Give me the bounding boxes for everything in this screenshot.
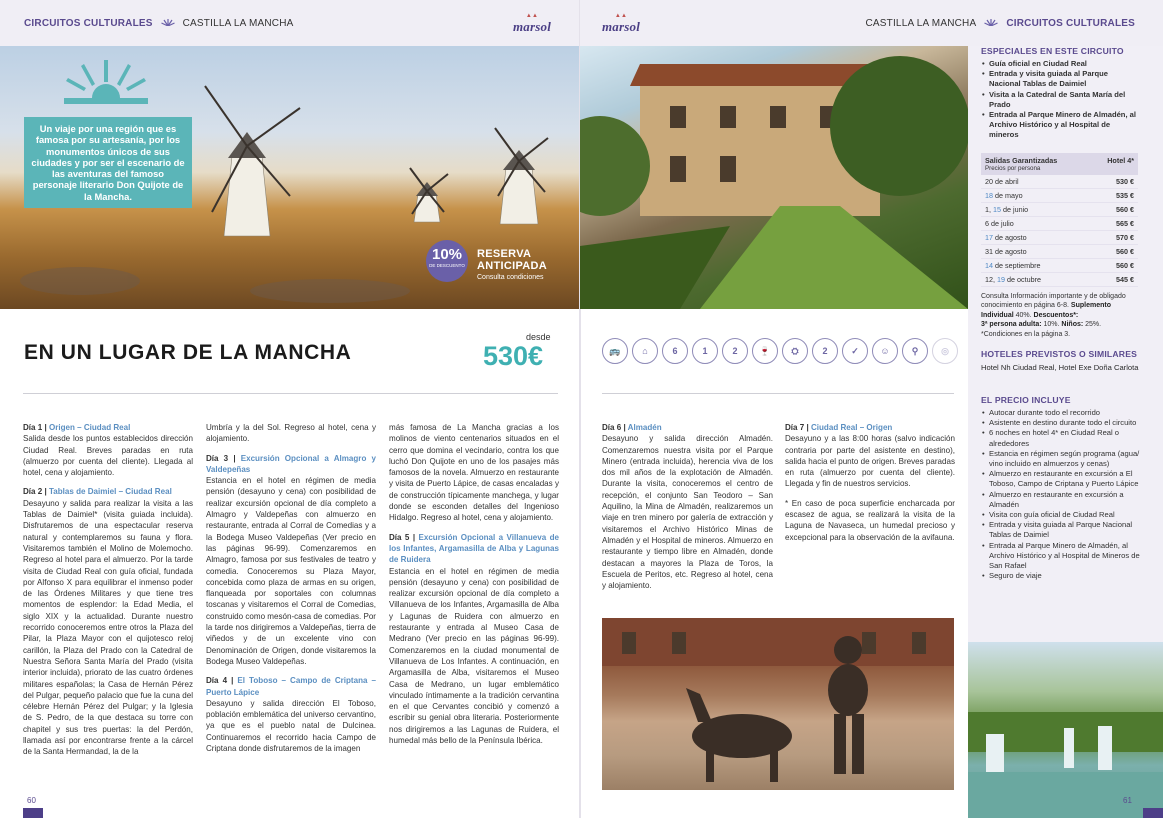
right-header (580, 0, 1163, 46)
prices-table-header: Salidas Garantizadas Precios por persona Hotel 4* (981, 153, 1138, 175)
includes-heading: EL PRECIO INCLUYE (981, 395, 1071, 405)
marsol-logo: ▲▲ marsol (602, 13, 641, 34)
table-row: 1, 15 de junio 560 € (981, 203, 1138, 217)
day-2: Día 2 | Tablas de Daimiel – Ciudad Real Desayuno y salida para realizar la visita a las Tablas de Daimiel* (visita guiada incluida). Disfrutaremos de una espectacular reserva natural y contemplaremos su fauna y flora. Visitaremos también el Molino de Molemocho. Regreso al hotel para el almuerzo. Por la tarde visita de Ciudad Real con guía oficial, fundada por Alfonso X para equilibrar el inmenso poder de las Órdenes Militares y que tiene tres momentos de esplendor: la Edad Media, el siglo XIX y la actualidad. Durante nuestro recorrido conoceremos entre otros la Plaza del Pilar, la Plaza Mayor con el quijotesco reloj carillón, la Plaza del Prado con la Catedral de Nuestra Señora Santa María del Prado (visita interior incluida), priorato de las cuatro órdenes militares españolas; la Casa de Hernán Pérez del Pulgar, pequeño palacio que fue la cuna del célebre Hernán Pérez del Pulgar; y la Iglesia de S. Pedro, de la que destaca su torre con chapitel y sus tres puertas: la del Perdón, llamada así por encontrarse frente a la cárcel de la Santa Hermandad, la de la (23, 487, 193, 757)
day-5: Día 5 | Excursión Opcional a Villanueva de los Infantes, Argamasilla de Alba y Lagunas de Ruidera Estancia en el hotel en régimen de media pensión (desayuno y cena) con posibilidad de realizar excursión opcional de día completo a Villanueva de los Infantes, Argamasilla de Alba y Lagunas de Ruidera con almuerzo en restaurante y entrada al Museo Casa de Medrano (Ver precio en las páginas 96-99). Comenzaremos en la ciudad monumental de Villanueva de Los Infantes. A continuación, en Argamasilla de Alba, visitaremos el Museo Casa de Medrano, un lugar emblemático vinculado íntimamente a la tradición cervantina en el que Cervantes concibió y comenzó a escribir su genial obra literaria. Posteriormente nos dirigiremos a las Lagunas de Ruidera, el humedal más bello de la Península Ibérica. (389, 532, 559, 746)
page-tab-right (1143, 808, 1163, 818)
right-page (580, 0, 1163, 818)
insurance-icon: ✓ (842, 338, 868, 364)
day-7: Día 7 | Ciudad Real – Origen Desayuno y a las 8:00 horas (salvo indicación contraria por parte del asistente en destino), salida hacia el punto de origen. Breves paradas en ruta (almuerzo por cuenta del cliente). Llegada y fin de nuestros servicios. (785, 423, 955, 489)
itinerary-column-3 (389, 422, 559, 754)
intro-text-box: Un viaje por una región que es famosa por su artesanía, por los monumentos únicos de sus ciudades y por ser el escenario de las aventuras del famoso personaje literario Don Quijote de la Mancha. (24, 117, 192, 208)
early-booking-label[interactable]: RESERVA ANTICIPADA Consulta condiciones (477, 248, 547, 284)
itinerary-column-2 (206, 422, 376, 762)
list-item: • 6 noches en hotel 4* en Ciudad Real o alrededores (981, 428, 1143, 448)
table-row: 18 de mayo 535 € (981, 189, 1138, 203)
list-item: • Autocar durante todo el recorrido (981, 408, 1143, 418)
dinners-icon: 2 (722, 338, 748, 364)
tourist-tax-icon: ◎ (932, 338, 958, 364)
left-page (0, 0, 580, 818)
features-icon-row (602, 338, 958, 364)
list-item: • Visita a la Catedral de Santa María del Prado (981, 90, 1141, 110)
page-title: EN UN LUGAR DE LA MANCHA (24, 341, 352, 364)
specials-list (981, 59, 1141, 141)
bus-icon: 🚌 (602, 338, 628, 364)
statue-illustration (602, 618, 954, 790)
includes-list (981, 408, 1143, 581)
waterfall-illustration (968, 642, 1163, 818)
price-value: 530€ (483, 341, 544, 371)
hotel-icon: ⌂ (632, 338, 658, 364)
sun-rays-icon (62, 58, 150, 113)
discount-sub: DE DESCUENTO (429, 263, 465, 268)
page-number-left: 60 (27, 796, 36, 805)
list-item: • Entrada al Parque Minero de Almadén, al Archivo Histórico y al Hospital de mineros (981, 110, 1141, 141)
list-item: • Visita con guía oficial de Ciudad Real (981, 510, 1143, 520)
nights-icon: 6 (662, 338, 688, 364)
list-item: • Entrada y visita guiada al Parque Nacional Tablas de Daimiel (981, 69, 1141, 89)
itinerary-column-1 (23, 422, 193, 766)
don-quijote-statue-photo (602, 618, 954, 790)
day-1: Día 1 | Origen – Ciudad Real Salida desde los puntos establecidos dirección Ciudad Real. Breves paradas en ruta (almuerzo por cuenta del cliente). Llegada al hotel, cena y alojamiento. (23, 423, 193, 478)
header-region: CASTILLA LA MANCHA (865, 17, 977, 29)
day-3: Día 3 | Excursión Opcional a Almagro y Valdepeñas Estancia en el hotel en régimen de media pensión (desayuno y cena) con posibilidad de realizar excursión opcional de día completo a Almagro y Valdepeñas con almuerzo en restaurante, entrada al Corral de Comedias y a la Bodega Museo Valdepeñas (Ver precio en las páginas 96-99). Comenzaremos en Almagro, famosa por sus festivales de teatro y comedia. Conoceremos su Plaza Mayor, concebida como plaza de armas en su origen, flanqueada por soportales con columnas toscanas y visitaremos el Corral de Comedias, construido como mesón-casa de comedias. Por la tarde nos dirigiremos a Valdepeñas, tierra de viñedos y de un excelente vino con Denominación de Origen, donde visitaremos la Bodega Museo Valdepeñas. (206, 453, 376, 666)
hotels-heading: HOTELES PREVISTOS O SIMILARES (981, 349, 1138, 359)
prices-table (981, 153, 1138, 287)
list-item: • Entrada al Parque Minero de Almadén, al Archivo Histórico y al Hospital de Mineros de San Rafael (981, 541, 1143, 572)
header-region: CASTILLA LA MANCHA (182, 17, 294, 29)
list-item: • Almuerzo en restaurante en excursión a Almadén (981, 490, 1143, 510)
guide-icon: ☺ (872, 338, 898, 364)
palace-garden-photo (580, 46, 968, 309)
lunch-icon: 2 (812, 338, 838, 364)
wine-icon: 🍷 (752, 338, 778, 364)
palace-illustration (580, 46, 968, 309)
discount-percent: 10% (431, 246, 463, 263)
day-4-continued: más famosa de La Mancha gracias a los molinos de viento centenarios situados en el cerro que domina el vecindario, contra los que luchó Don Quijote en uno de los pasajes más famosos de la novela. Almuerzo en restaurante y visita de Puerto Lápice, de casas encaladas y de construcción típicamente manchega, y lugar donde se esconden detalles del Ingenioso Hidalgo. Regreso al hotel, cena y alojamiento. (389, 423, 559, 523)
waterfall-photo (968, 642, 1163, 818)
fan-icon (984, 18, 998, 29)
table-row: 17 de agosto 570 € (981, 231, 1138, 245)
list-item: • Entrada y visita guiada al Parque Nacional Tablas de Daimiel (981, 520, 1143, 540)
discount-badge[interactable] (426, 240, 468, 282)
itinerary-column-5 (785, 422, 955, 551)
page-tab-left (23, 808, 43, 818)
table-row: 14 de septiembre 560 € (981, 259, 1138, 273)
list-item: • Seguro de viaje (981, 571, 1143, 581)
footnote: * En caso de poca superficie encharcada por escasez de agua, se realizará la visita de la Laguna de Navaseca, un humedal precioso y excepcional para la observación de la avifauna. (785, 498, 955, 542)
day-6: Día 6 | Almadén Desayuno y salida dirección Almadén. Comenzaremos nuestra visita por el Parque Minero (entrada incluida), herencia viva de los dos mil años de la explotación de Almadén. Durante la visita, conoceremos el centro de recepción, el conjunto San Teodoro – San Aquilino, la Mina de Almadén, realizaremos un viaje en tren minero por galería de extracción y visitaremos el Archivo Histórico Minas de Almadén y el Hospital de mineros. Almuerzo en restaurante y tiempo libre en Almadén, donde destacan a mayores la Plaza de Toros, la Escuela de Peritos, etc. Regreso al hotel, cena y alojamiento. (602, 423, 773, 591)
left-header (0, 0, 580, 46)
marsol-logo: ▲▲ marsol (513, 13, 552, 34)
page-number-right: 61 (1123, 796, 1132, 805)
meals-icon: ⛭ (782, 338, 808, 364)
divider (602, 393, 954, 394)
list-item: • Almuerzo en restaurante en excursión a El Toboso, Campo de Criptana y Puerto Lápice (981, 469, 1143, 489)
table-row: 31 de agosto 560 € (981, 245, 1138, 259)
day-4: Día 4 | El Toboso – Campo de Criptana – Puerto Lápice Desayuno y salida dirección El Toboso, población emblemática del universo cervantino, ya que es el pueblo natal de Dulcinea. Continuaremos el recorrido hacia Campo de Criptana donde disfrutaremos de la imagen (206, 676, 376, 754)
table-row: 12, 19 de octubre 545 € (981, 273, 1138, 287)
day-2-continued: Umbría y la del Sol. Regreso al hotel, cena y alojamiento. (206, 423, 376, 444)
table-row: 6 de julio 565 € (981, 217, 1138, 231)
breakfast-icon: 1 (692, 338, 718, 364)
senior-icon: ⚲ (902, 338, 928, 364)
price-from-label: desde (526, 332, 551, 342)
fan-icon (161, 18, 175, 29)
specials-heading: ESPECIALES EN ESTE CIRCUITO (981, 46, 1124, 56)
list-item: • Estancia en régimen según programa (agua/ vino incluido en almuerzos y cenas) (981, 449, 1143, 469)
divider (23, 393, 558, 394)
header-category: CIRCUITOS CULTURALES (24, 17, 153, 29)
list-item: • Asistente en destino durante todo el circuito (981, 418, 1143, 428)
table-row: 20 de abril 530 € (981, 175, 1138, 189)
hotels-text: Hotel Nh Ciudad Real, Hotel Exe Doña Carlota (981, 363, 1139, 372)
pricing-notes: Consulta Información importante y de obligado conocimiento en página 6-8. Suplemento Individual 40%. Descuentos*: 3ª persona adulta: 10%. Niños: 25%. *Condiciones en la página 3. (981, 293, 1126, 338)
header-category: CIRCUITOS CULTURALES (1006, 17, 1135, 29)
list-item: • Guía oficial en Ciudad Real (981, 59, 1141, 69)
conditions-link[interactable]: Consulta condiciones (477, 274, 544, 281)
itinerary-column-4 (602, 422, 773, 599)
